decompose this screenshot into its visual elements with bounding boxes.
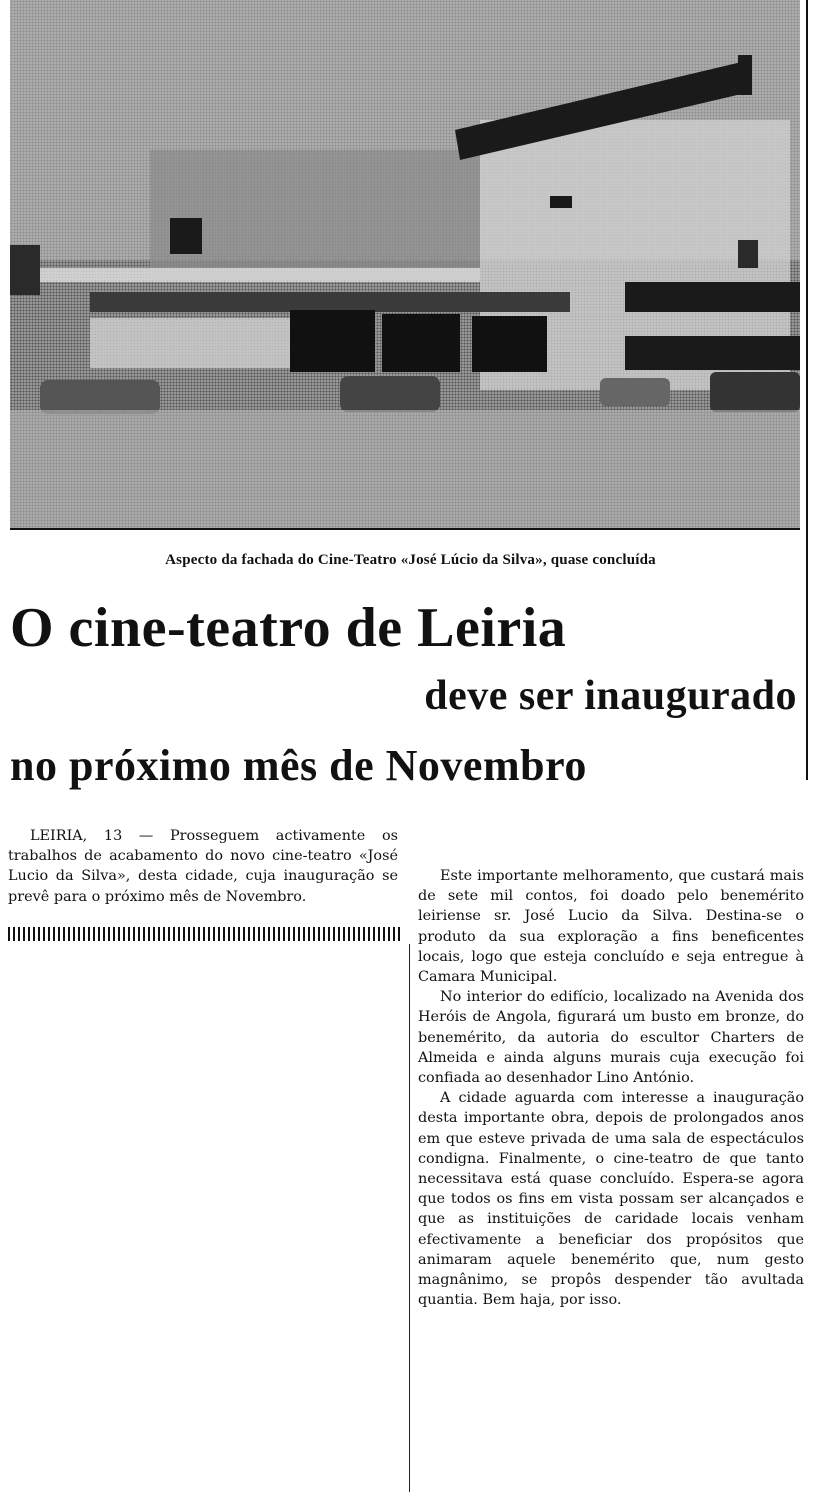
article-paragraph-2: Este importante melhoramento, que custará mais de sete mil contos, foi doado pelo benemérito leiriense sr. José Lucio da Silva. Destina-se o produto da sua exploração a fins beneficentes locais, logo que esteja concluído e seja entregue à Camara Municipal. (418, 868, 804, 986)
article-paragraph-4: A cidade aguarda com interesse a inauguração desta importante obra, depois de prolongados anos em que esteve privada de uma sala de espectáculos condigna. Finalmente, o cine-teatro de que tanto necessitava está quase concluído. Espera-se agora que todos os fins em vista possam ser alcançados e que as instituições de caridade locais venham efectivamente a beneficiar dos propósitos que animaram aquele benemérito que, num gesto magnânimo, se propôs despender tão avultada quantia. Bem haja, por isso. (418, 1090, 804, 1309)
column-separator-pattern (8, 927, 400, 941)
column-rule (409, 944, 410, 1492)
facade-illustration (10, 0, 800, 528)
article-lead-paragraph: LEIRIA, 13 — Prosseguem activamente os trabalhos de acabamento do novo cine-teatro «José Lucio da Silva», desta cidade, cuja inauguração se prevê para o próximo mês de Novembro. (8, 828, 398, 905)
photo-caption: Aspecto da fachada do Cine-Teatro «José Lúcio da Silva», quase concluída (165, 552, 656, 568)
lead-continuation-space (418, 826, 804, 866)
headline-line-3: no próximo mês de Novembro (10, 741, 587, 790)
headline-line-1: O cine-teatro de Leiria (10, 597, 567, 659)
building-photo (10, 0, 800, 528)
photo-bottom-rule (10, 528, 800, 530)
right-frame-rule (806, 0, 808, 780)
article-lead-column (8, 826, 398, 926)
headline-line-2: deve ser inaugurado (424, 673, 797, 719)
article-paragraph-3: No interior do edifício, localizado na Avenida dos Heróis de Angola, figurará um busto em bronze, do benemérito, da autoria do escultor Charters de Almeida e ainda alguns murais cuja execução foi confiada ao desenhador Lino António. (418, 989, 804, 1087)
article-body-column (418, 826, 804, 1310)
